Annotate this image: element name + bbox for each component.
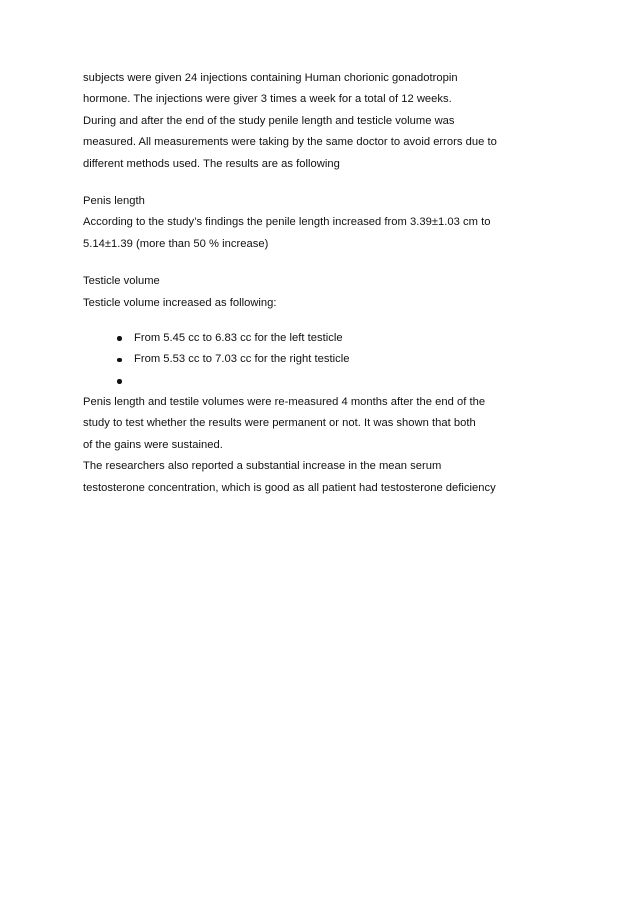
followup-line-1: Penis length and testile volumes were re-measured 4 months after the end of the <box>83 396 486 409</box>
followup-paragraph <box>83 392 553 499</box>
list-item <box>83 349 553 370</box>
spacer <box>83 314 553 328</box>
followup-line-2: study to test whether the results were permanent or not. It was shown that both <box>83 417 476 430</box>
list-item-text: From 5.53 cc to 7.03 cc for the right testicle <box>134 353 350 366</box>
spacer <box>83 175 553 191</box>
testicle-volume-intro: Testicle volume increased as following: <box>83 296 277 309</box>
intro-line-3: During and after the end of the study penile length and testicle volume was <box>83 114 455 127</box>
document-body <box>83 68 553 499</box>
testicle-volume-section <box>83 271 553 392</box>
penis-length-section <box>83 191 553 255</box>
list-item <box>83 371 553 392</box>
intro-line-1: subjects were given 24 injections containing Human chorionic gonadotropin <box>83 72 458 84</box>
intro-line-5: different methods used. The results are as following <box>83 157 340 170</box>
penis-length-line-1: According to the study’s findings the penile length increased from 3.39±1.03 cm to <box>83 216 491 229</box>
bullet-icon <box>117 336 122 341</box>
intro-line-4: measured. All measurements were taking by the same doctor to avoid errors due to <box>83 136 497 149</box>
intro-line-2: hormone. The injections were giver 3 times a week for a total of 12 weeks. <box>83 93 452 106</box>
penis-length-line-2: 5.14±1.39 (more than 50 % increase) <box>83 237 269 250</box>
testicle-volume-list <box>83 328 553 392</box>
followup-line-3: of the gains were sustained. <box>83 438 223 451</box>
spacer <box>83 255 553 271</box>
penis-length-heading: Penis length <box>83 194 145 207</box>
intro-paragraph <box>83 68 553 175</box>
followup-line-5: testosterone concentration, which is good as all patient had testosterone deficiency <box>83 481 496 494</box>
followup-line-4: The researchers also reported a substantial increase in the mean serum <box>83 460 442 473</box>
bullet-icon <box>117 358 122 363</box>
list-item <box>83 328 553 349</box>
testicle-volume-heading: Testicle volume <box>83 275 160 288</box>
list-item-text: From 5.45 cc to 6.83 cc for the left testicle <box>134 331 343 344</box>
bullet-icon <box>117 379 122 384</box>
